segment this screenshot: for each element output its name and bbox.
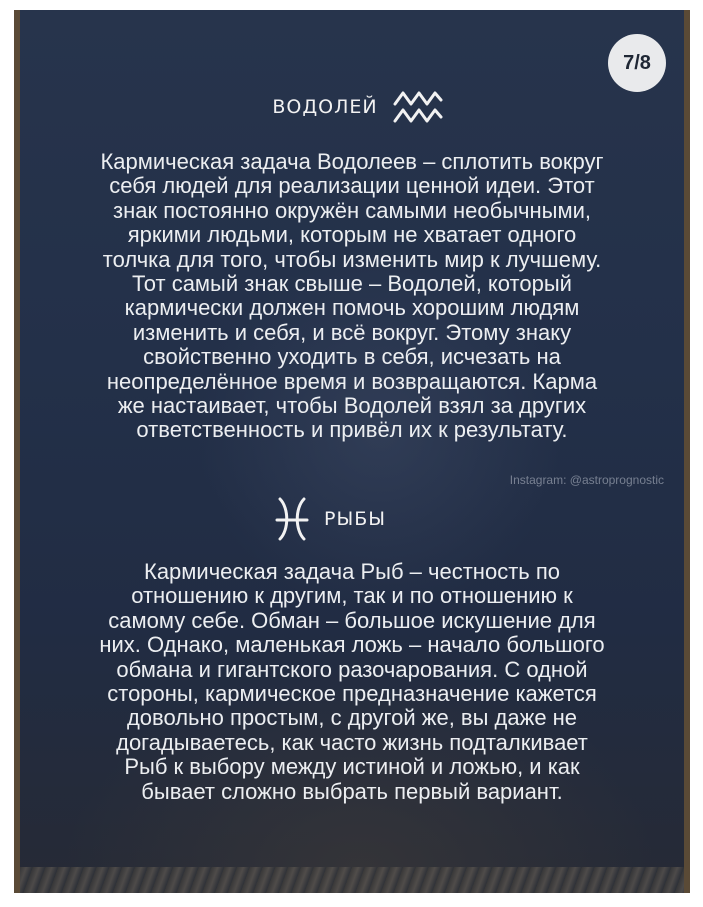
aquarius-icon bbox=[392, 88, 444, 126]
background-photo-strip bbox=[20, 867, 684, 893]
text-line: Рыб к выбору между истиной и ложью, и как bbox=[124, 754, 580, 780]
text-line: бывает сложно выбрать первый вариант. bbox=[141, 778, 563, 804]
text-line: себя людей для реализации ценной идеи. Этот bbox=[109, 173, 595, 199]
pisces-description bbox=[46, 560, 658, 804]
carousel-slide[interactable] bbox=[14, 10, 690, 893]
text-line: обмана и гигантского разочарования. С одной bbox=[116, 656, 588, 682]
pisces-heading bbox=[14, 496, 662, 542]
aquarius-title: ВОДОЛЕЙ bbox=[272, 96, 378, 118]
text-line: толчка для того, чтобы изменить мир к лучшему. bbox=[102, 246, 602, 272]
text-line: же настаивает, чтобы Водолей взял за других bbox=[117, 393, 587, 419]
aquarius-heading bbox=[26, 88, 690, 126]
text-line: кармически должен помочь хорошим людям bbox=[124, 295, 580, 321]
text-line: свойственно уходить в себя, исчезать на bbox=[143, 344, 561, 370]
text-line: них. Однако, маленькая ложь – начало большого bbox=[99, 632, 605, 658]
text-line: знак постоянно окружён самыми необычными, bbox=[113, 197, 591, 223]
text-line: самому себе. Обман – большое искушение для bbox=[108, 607, 596, 633]
text-line: изменить и себя, и всё вокруг. Этому знаку bbox=[132, 319, 572, 345]
text-line: ответственность и привёл их к результату. bbox=[136, 417, 568, 443]
pisces-title: РЫБЫ bbox=[323, 508, 387, 530]
text-line: Тот самый знак свыше – Водолей, который bbox=[132, 271, 572, 297]
text-line: отношению к другим, так и по отношению к bbox=[131, 583, 573, 609]
text-line: Кармическая задача Водолеев – сплотить вокруг bbox=[100, 149, 604, 174]
text-line: яркими людьми, которым не хватает одного bbox=[127, 222, 577, 248]
page-indicator-badge: 7/8 bbox=[608, 34, 666, 92]
text-line: неопределённое время и возвращаются. Карма bbox=[106, 368, 598, 394]
aquarius-description bbox=[46, 150, 658, 443]
text-line: довольно простым, с другой же, вы даже не bbox=[126, 705, 578, 731]
instagram-watermark: Instagram: @astroprognostic bbox=[509, 473, 664, 487]
text-line: Кармическая задача Рыб – честность по bbox=[144, 559, 560, 584]
pisces-icon bbox=[274, 496, 310, 542]
text-line: стороны, кармическое предназначение кажется bbox=[107, 681, 597, 707]
text-line: догадываетесь, как часто жизнь подталкивает bbox=[116, 729, 588, 755]
